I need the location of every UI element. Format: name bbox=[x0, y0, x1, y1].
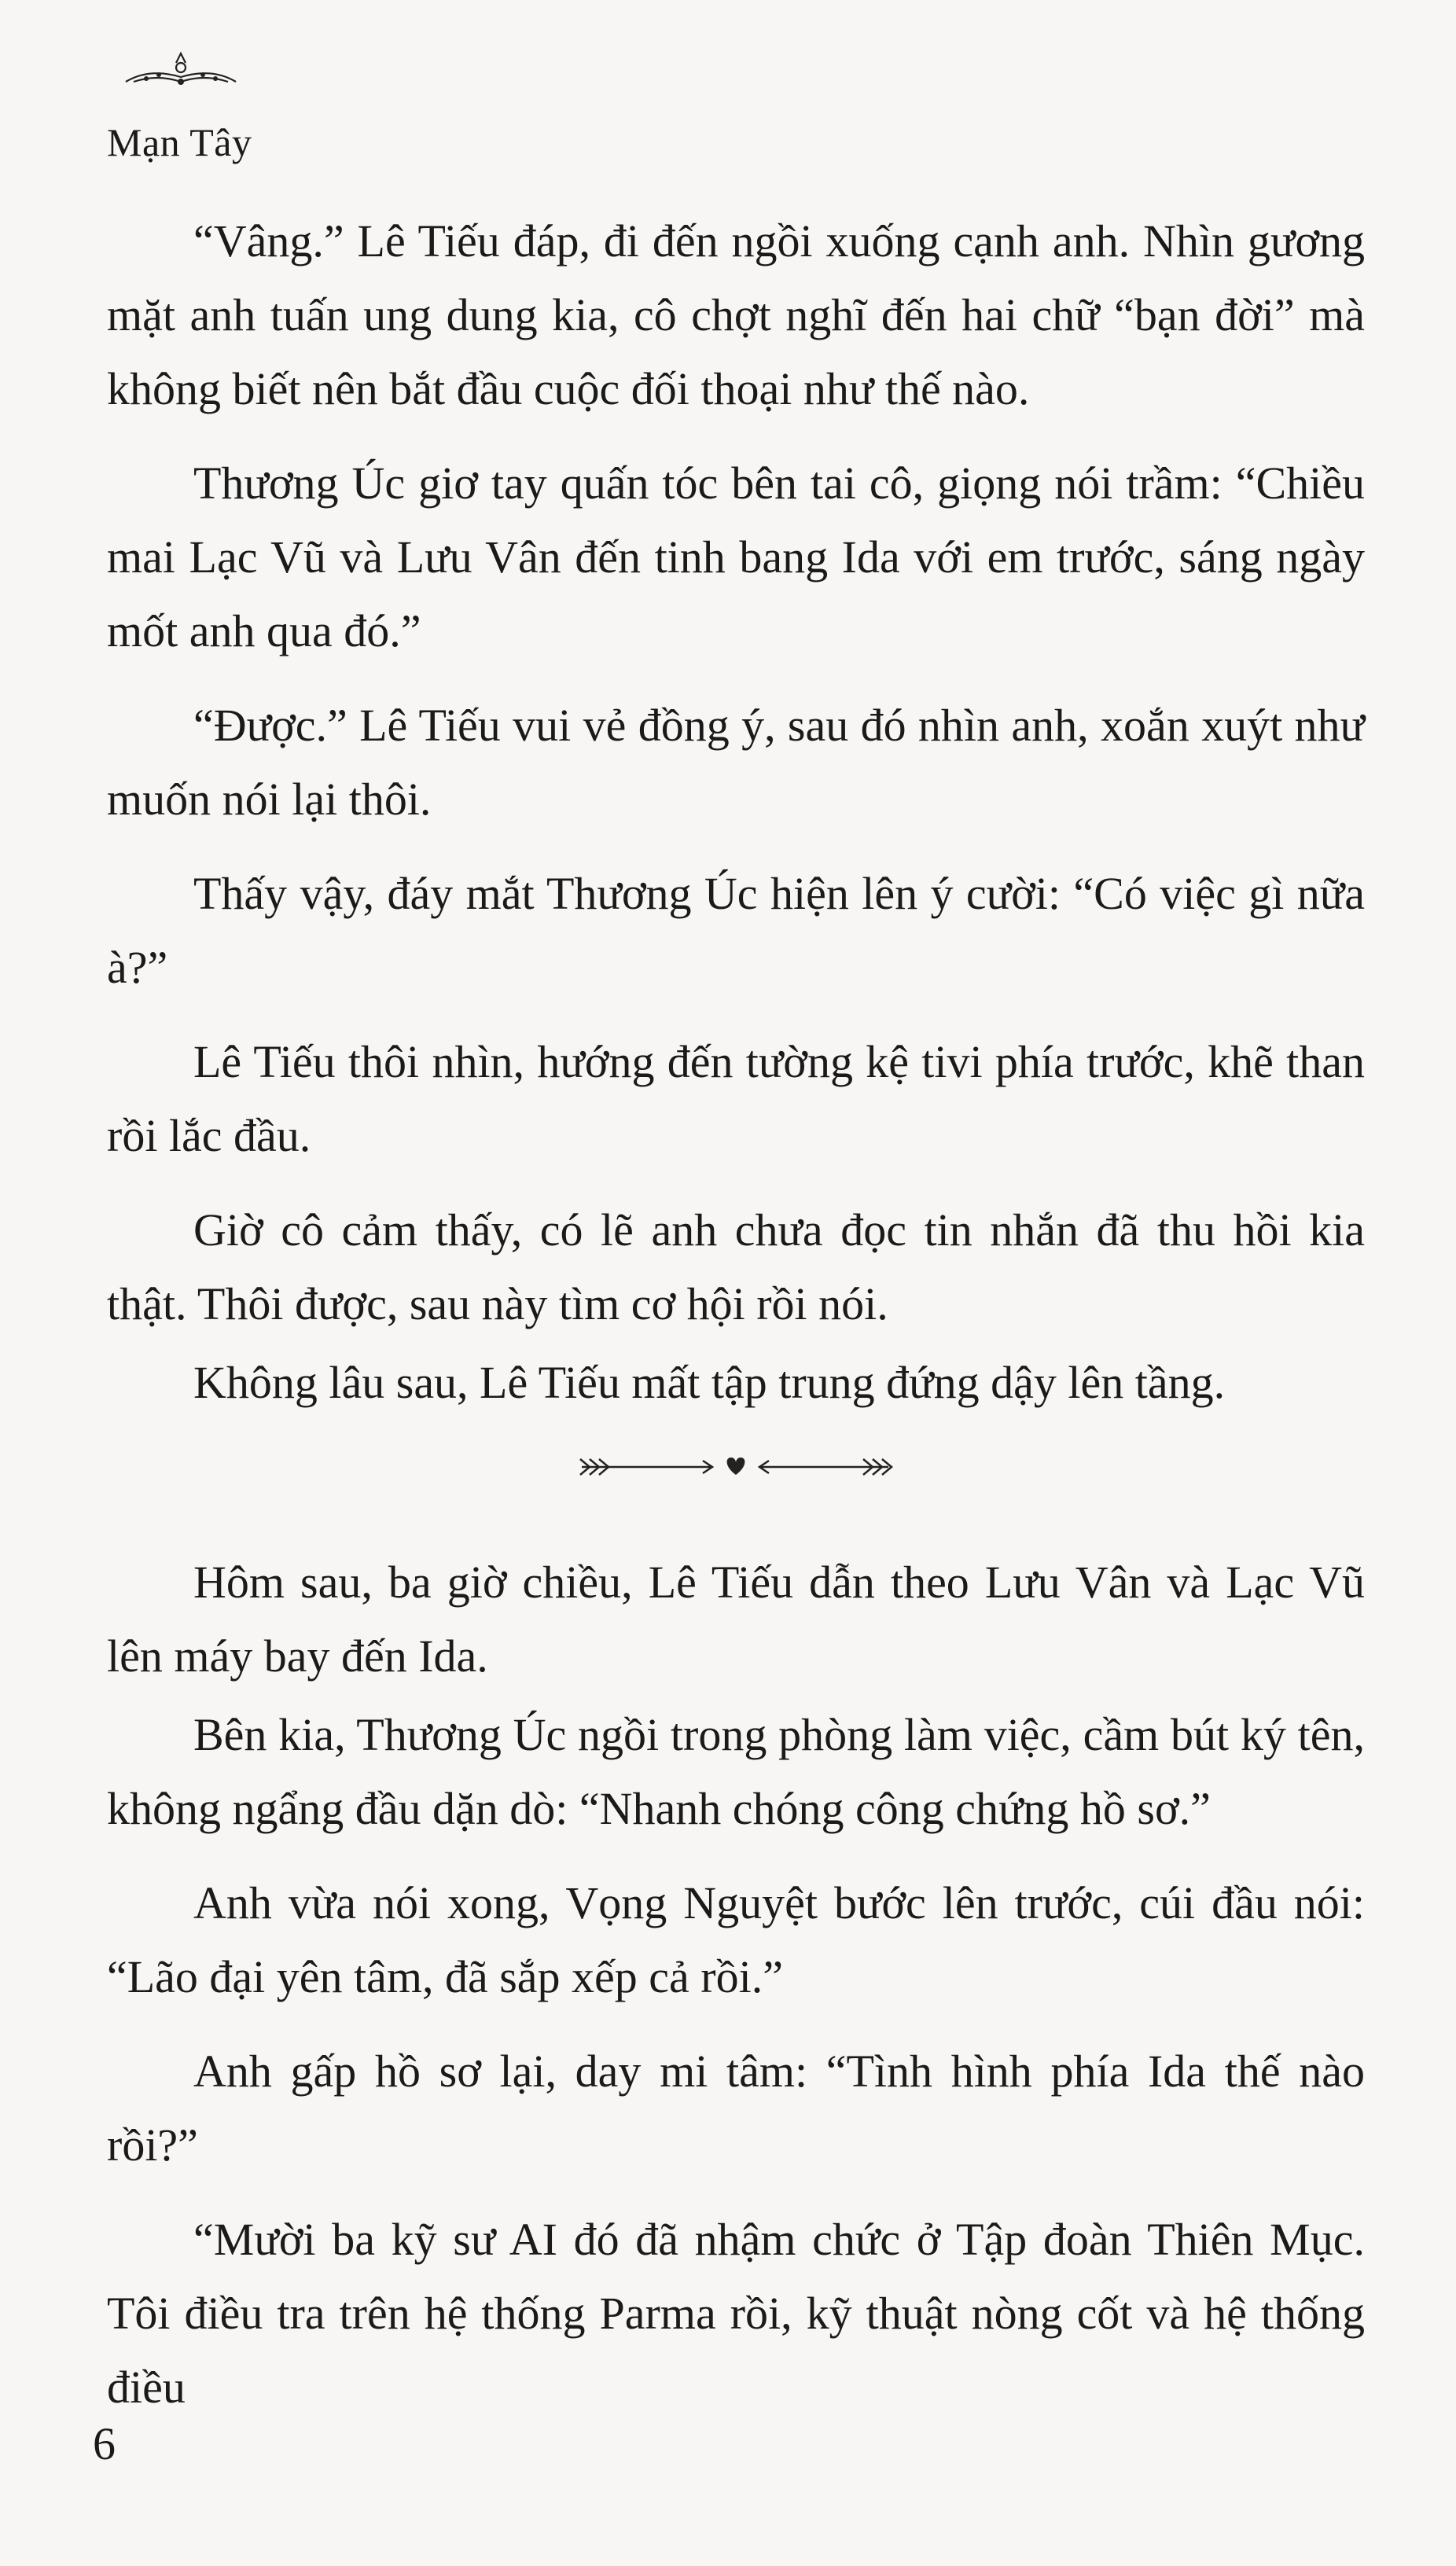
paragraph: Không lâu sau, Lê Tiếu mất tập trung đứng dậy lên tầng. bbox=[193, 1357, 1226, 1408]
crown-ornament-icon bbox=[118, 46, 244, 101]
page-number: 6 bbox=[93, 2418, 116, 2469]
paragraph: Bên kia, Thương Úc ngồi trong phòng làm việc, cầm bút ký tên, không ngẩng đầu dặn dò: “Nhanh chóng công chứng hồ sơ.” bbox=[107, 1709, 1365, 1834]
page-body bbox=[107, 204, 1365, 2445]
arrow-heart-divider-icon bbox=[571, 1443, 901, 1491]
paragraph: Giờ cô cảm thấy, có lẽ anh chưa đọc tin nhắn đã thu hồi kia thật. Thôi được, sau này tìm cơ hội rồi nói. bbox=[107, 1204, 1365, 1329]
paragraph: “Mười ba kỹ sư AI đó đã nhậm chức ở Tập đoàn Thiên Mục. Tôi điều tra trên hệ thống Parma rồi, kỹ thuật nòng cốt và hệ thống điều bbox=[107, 2214, 1365, 2413]
paragraph: Thương Úc giơ tay quấn tóc bên tai cô, giọng nói trầm: “Chiều mai Lạc Vũ và Lưu Vân đến tinh bang Ida với em trước, sáng ngày mốt anh qua đó.” bbox=[107, 458, 1365, 656]
paragraph: “Vâng.” Lê Tiếu đáp, đi đến ngồi xuống cạnh anh. Nhìn gương mặt anh tuấn ung dung kia, cô chợt nghĩ đến hai chữ “bạn đời” mà không biết nên bắt đầu cuộc đối thoại như thế nào. bbox=[107, 215, 1365, 414]
paragraph: Anh vừa nói xong, Vọng Nguyệt bước lên trước, cúi đầu nói: “Lão đại yên tâm, đã sắp xếp cả rồi.” bbox=[107, 1877, 1365, 2002]
paragraph: Anh gấp hồ sơ lại, day mi tâm: “Tình hình phía Ida thế nào rồi?” bbox=[107, 2046, 1365, 2171]
paragraph: “Được.” Lê Tiếu vui vẻ đồng ý, sau đó nhìn anh, xoắn xuýt như muốn nói lại thôi. bbox=[107, 700, 1365, 825]
paragraph: Hôm sau, ba giờ chiều, Lê Tiếu dẫn theo Lưu Vân và Lạc Vũ lên máy bay đến Ida. bbox=[107, 1557, 1365, 1682]
paragraph: Thấy vậy, đáy mắt Thương Úc hiện lên ý cười: “Có việc gì nữa à?” bbox=[107, 868, 1365, 993]
paragraph: Lê Tiếu thôi nhìn, hướng đến tường kệ tivi phía trước, khẽ than rồi lắc đầu. bbox=[107, 1036, 1365, 1161]
running-header: Mạn Tây bbox=[107, 120, 252, 164]
